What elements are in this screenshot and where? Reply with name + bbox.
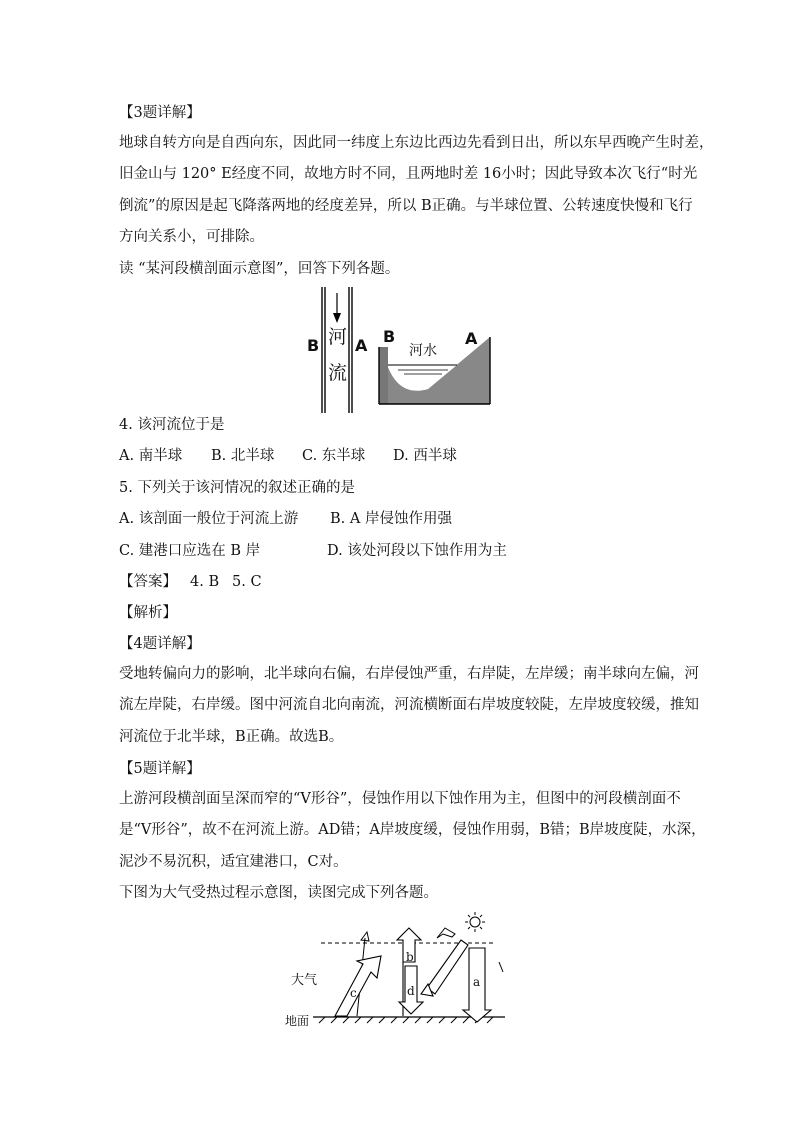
section5-heading: 【5题详解】 xyxy=(119,761,201,777)
ground-label: 地面 xyxy=(285,1014,310,1028)
river-water-label: 河水 xyxy=(409,343,437,359)
answer-q5: 5. C xyxy=(232,574,262,590)
section3-heading: 【3题详解】 xyxy=(119,105,201,121)
q5-option-c: C. 建港口应选在 B 岸 xyxy=(119,543,261,559)
intro-atmosphere-question: 下图为大气受热过程示意图，读图完成下列各题。 xyxy=(119,885,438,901)
q4-option-a: A. 南半球 xyxy=(119,448,183,464)
arrow-d-label: d xyxy=(407,984,415,998)
question-4-stem: 4. 该河流位于是 xyxy=(119,417,225,433)
q5-option-d: D. 该处河段以下蚀作用为主 xyxy=(327,543,507,559)
section3-line-1: 地球自转方向是自西向东，因此同一纬度上东边比西边先看到日出，所以东早西晚产生时差， xyxy=(119,135,714,151)
section-bank-b-label: B xyxy=(383,327,396,346)
intro-river-question: 读 “某河段横剖面示意图”，回答下列各题。 xyxy=(119,261,400,277)
left-bank-a-label: A xyxy=(355,336,368,355)
question-5-stem: 5. 下列关于该河情况的叙述正确的是 xyxy=(119,480,355,496)
river-char-2: 流 xyxy=(328,362,348,384)
q4-option-d: D. 西半球 xyxy=(393,448,457,464)
section5-line-3: 泥沙不易沉积，适宜建港口，C对。 xyxy=(119,854,348,870)
section5-line-2: 是“V形谷”，故不在河流上游。AD错；A岸坡度缓，侵蚀作用弱，B错；B岸坡度陡，水深， xyxy=(119,822,706,838)
section3-line-3: 倒流”的原因是起飞降落两地的经度差异，所以 B正确。与半球位置、公转速度快慢和飞行 xyxy=(119,198,693,214)
river-figure xyxy=(300,285,500,415)
atmosphere-diagram xyxy=(285,910,525,1030)
river-char-1: 河 xyxy=(328,326,348,348)
section4-line-3: 河流位于北半球，B正确。故选B。 xyxy=(119,729,344,745)
q4-option-c: C. 东半球 xyxy=(302,448,366,464)
arrow-a-label: a xyxy=(473,975,481,989)
section5-line-1: 上游河段横剖面呈深而窄的“V形谷”，侵蚀作用以下蚀作用为主，但图中的河段横剖面不 xyxy=(119,791,681,807)
left-bank-b-label: B xyxy=(307,336,320,355)
arrow-c-label: c xyxy=(350,986,357,1000)
answer-q4: 4. B xyxy=(190,574,220,590)
q5-option-a: A. 该剖面一般位于河流上游 xyxy=(119,511,299,527)
section3-line-2: 旧金山与 120° E经度不同，故地方时不同，且两地时差 16小时；因此导致本次飞行“时光 xyxy=(119,166,698,182)
section4-heading: 【4题详解】 xyxy=(119,636,201,652)
analysis-heading: 【解析】 xyxy=(119,605,177,621)
q5-option-b: B. A 岸侵蚀作用强 xyxy=(330,511,452,527)
section-bank-a-label: A xyxy=(465,329,478,348)
q4-option-b: B. 北半球 xyxy=(211,448,275,464)
answer-label: 【答案】 xyxy=(119,574,177,590)
atmosphere-label: 大气 xyxy=(291,973,318,988)
section4-line-1: 受地转偏向力的影响，北半球向右偏，右岸侵蚀严重，右岸陡，左岸缓；南半球向左偏，河 xyxy=(119,666,699,682)
arrow-b-label: b xyxy=(406,950,414,964)
river-diagram xyxy=(300,285,500,415)
section4-line-2: 流左岸陡，右岸缓。图中河流自北向南流，河流横断面右岸坡度较陡，左岸坡度较缓，推知 xyxy=(119,697,699,713)
atmosphere-figure xyxy=(285,910,525,1030)
section3-line-4: 方向关系小，可排除。 xyxy=(119,229,264,245)
